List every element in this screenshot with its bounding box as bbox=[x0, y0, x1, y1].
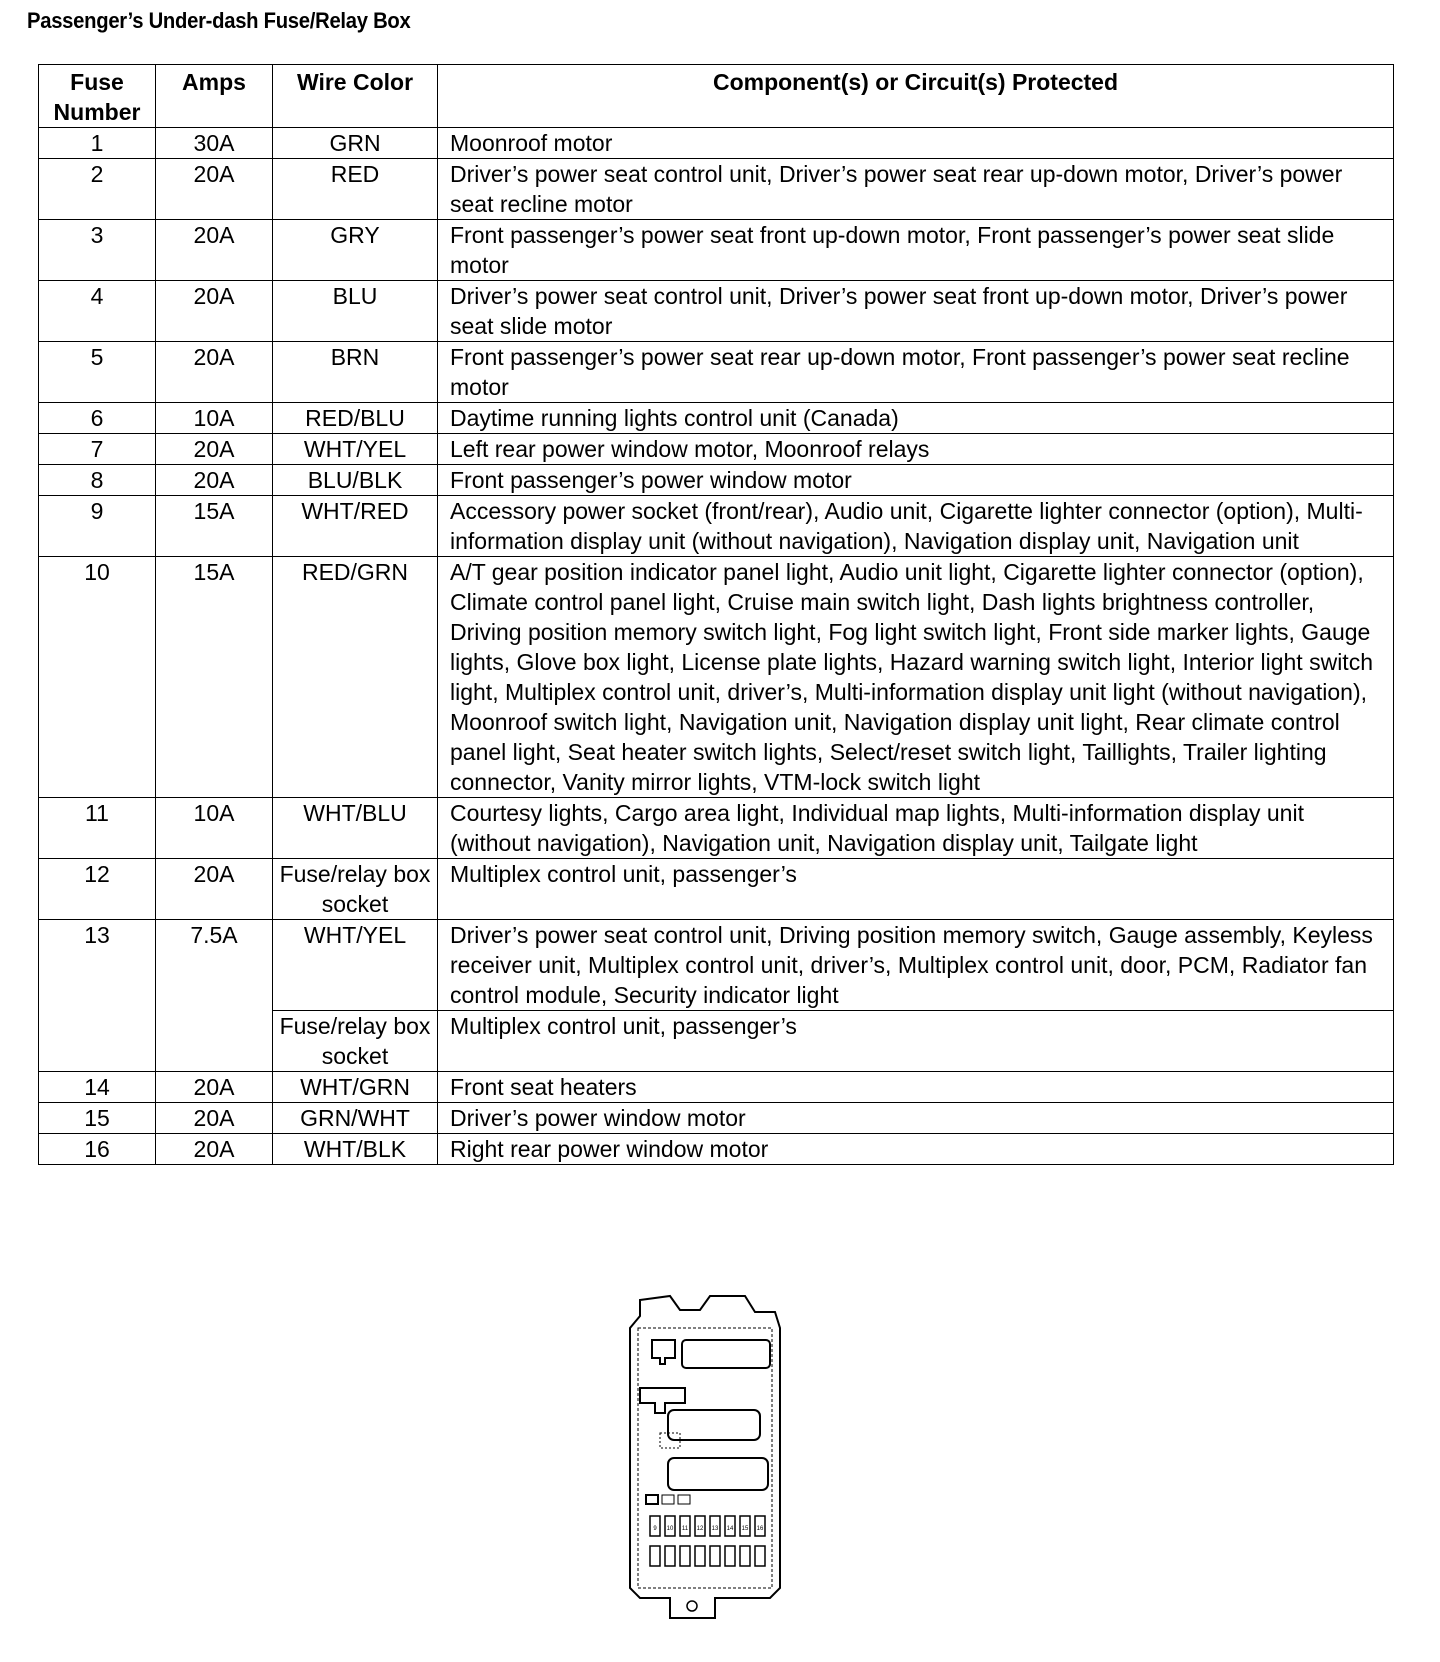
connector-2 bbox=[668, 1410, 760, 1440]
fuse-number-cell: 2 bbox=[39, 159, 156, 220]
header-components: Component(s) or Circuit(s) Protected bbox=[438, 65, 1394, 128]
fuse-number-cell: 15 bbox=[39, 1103, 156, 1134]
amps-cell: 20A bbox=[156, 159, 273, 220]
fuse-slot-label: 10 bbox=[666, 1526, 674, 1532]
table-row bbox=[39, 859, 1394, 920]
wire-color-cell: BLU bbox=[273, 281, 438, 342]
fuse-slot bbox=[650, 1546, 660, 1566]
table-row bbox=[39, 557, 1394, 798]
fuse-number-cell: 4 bbox=[39, 281, 156, 342]
amps-cell: 20A bbox=[156, 859, 273, 920]
small-fuse-2 bbox=[662, 1495, 674, 1504]
table-row bbox=[39, 281, 1394, 342]
fuse-slot-label: 14 bbox=[726, 1526, 734, 1532]
wire-color-cell: GRY bbox=[273, 220, 438, 281]
fuse-number-cell: 11 bbox=[39, 798, 156, 859]
amps-cell: 10A bbox=[156, 403, 273, 434]
table-row bbox=[39, 1072, 1394, 1103]
components-cell: Multiplex control unit, passenger’s bbox=[438, 859, 1394, 920]
table-row bbox=[39, 920, 1394, 1011]
amps-cell: 20A bbox=[156, 434, 273, 465]
components-cell: Accessory power socket (front/rear), Audio unit, Cigarette lighter connector (option), Multi-information display unit (without navigation), Navigation display unit, Navigation unit bbox=[438, 496, 1394, 557]
wire-color-cell: Fuse/relay box socket bbox=[273, 1011, 438, 1072]
amps-cell: 20A bbox=[156, 1103, 273, 1134]
components-cell: Front passenger’s power seat front up-down motor, Front passenger’s power seat slide motor bbox=[438, 220, 1394, 281]
header-amps: Amps bbox=[156, 65, 273, 128]
amps-cell: 20A bbox=[156, 465, 273, 496]
table-body bbox=[39, 128, 1394, 1165]
table-row bbox=[39, 1103, 1394, 1134]
components-cell: Driver’s power seat control unit, Driving position memory switch, Gauge assembly, Keyless receiver unit, Multiplex control unit, driver’s, Multiplex control unit, door, PCM, Radiator fan control module, Security indicator light bbox=[438, 920, 1394, 1011]
fuse-box-diagram bbox=[610, 1288, 810, 1628]
fuse-number-cell: 10 bbox=[39, 557, 156, 798]
amps-cell: 30A bbox=[156, 128, 273, 159]
table-row bbox=[39, 1134, 1394, 1165]
wire-color-cell: WHT/YEL bbox=[273, 920, 438, 1011]
components-cell: Moonroof motor bbox=[438, 128, 1394, 159]
components-cell: Driver’s power seat control unit, Driver’s power seat front up-down motor, Driver’s power seat slide motor bbox=[438, 281, 1394, 342]
table-row bbox=[39, 403, 1394, 434]
fuse-number-cell: 1 bbox=[39, 128, 156, 159]
fuse-slot-label: 13 bbox=[711, 1526, 719, 1532]
components-cell: Driver’s power seat control unit, Driver’s power seat rear up-down motor, Driver’s power seat recline motor bbox=[438, 159, 1394, 220]
components-cell: Courtesy lights, Cargo area light, Individual map lights, Multi-information display unit (without navigation), Navigation unit, Navigation display unit, Tailgate light bbox=[438, 798, 1394, 859]
fuse-slot-label: 12 bbox=[696, 1526, 704, 1532]
fuse-slot bbox=[695, 1546, 705, 1566]
table-row bbox=[39, 342, 1394, 403]
fuse-number-cell: 9 bbox=[39, 496, 156, 557]
page-title: Passenger’s Under-dash Fuse/Relay Box bbox=[27, 8, 411, 33]
fuse-grid bbox=[650, 1516, 765, 1566]
connector-1 bbox=[682, 1340, 770, 1368]
fuse-number-cell: 13 bbox=[39, 920, 156, 1072]
amps-cell: 7.5A bbox=[156, 920, 273, 1072]
fuse-number-cell: 6 bbox=[39, 403, 156, 434]
fuse-number-cell: 16 bbox=[39, 1134, 156, 1165]
mounting-hole bbox=[687, 1601, 697, 1611]
fuse-slot-label: 9 bbox=[653, 1526, 657, 1532]
wire-color-cell: RED/GRN bbox=[273, 557, 438, 798]
small-fuse-1 bbox=[646, 1495, 658, 1504]
fuse-slot bbox=[665, 1546, 675, 1566]
wire-color-cell: GRN/WHT bbox=[273, 1103, 438, 1134]
fuse-slot-label: 11 bbox=[681, 1526, 689, 1532]
fuse-slot-label: 15 bbox=[741, 1526, 749, 1532]
header-fuse-number: Fuse Number bbox=[39, 65, 156, 128]
fuse-slot bbox=[725, 1546, 735, 1566]
fuse-slot bbox=[680, 1546, 690, 1566]
components-cell: Front seat heaters bbox=[438, 1072, 1394, 1103]
fuse-number-cell: 8 bbox=[39, 465, 156, 496]
components-cell: Left rear power window motor, Moonroof relays bbox=[438, 434, 1394, 465]
wire-color-cell: Fuse/relay box socket bbox=[273, 859, 438, 920]
components-cell: Right rear power window motor bbox=[438, 1134, 1394, 1165]
wire-color-cell: WHT/BLK bbox=[273, 1134, 438, 1165]
amps-cell: 20A bbox=[156, 1072, 273, 1103]
amps-cell: 10A bbox=[156, 798, 273, 859]
wire-color-cell: WHT/BLU bbox=[273, 798, 438, 859]
fuse-slot-label: 16 bbox=[756, 1526, 764, 1532]
components-cell: A/T gear position indicator panel light, Audio unit light, Cigarette lighter connector (option), Climate control panel light, Cruise main switch light, Dash lights brightness controller, Driving position memory switch light, Fog light switch light, Front side marker lights, Gauge lights, Glove box light, License plate lights, Hazard warning switch light, Interior light switch light, Multiplex control unit, driver’s, Multi-information display unit light (without navigation), Moonroof switch light, Navigation unit, Navigation display unit light, Rear climate control panel light, Seat heater switch lights, Select/reset switch light, Taillights, Trailer lighting connector, Vanity mirror lights, VTM-lock switch light bbox=[438, 557, 1394, 798]
table-row bbox=[39, 434, 1394, 465]
amps-cell: 20A bbox=[156, 281, 273, 342]
components-cell: Driver’s power window motor bbox=[438, 1103, 1394, 1134]
wire-color-cell: RED/BLU bbox=[273, 403, 438, 434]
amps-cell: 20A bbox=[156, 1134, 273, 1165]
fuse-number-cell: 7 bbox=[39, 434, 156, 465]
components-cell: Front passenger’s power window motor bbox=[438, 465, 1394, 496]
wire-color-cell: RED bbox=[273, 159, 438, 220]
amps-cell: 15A bbox=[156, 496, 273, 557]
components-cell: Front passenger’s power seat rear up-down motor, Front passenger’s power seat recline motor bbox=[438, 342, 1394, 403]
relay-socket-1 bbox=[652, 1340, 675, 1364]
fuse-number-cell: 12 bbox=[39, 859, 156, 920]
small-fuse-3 bbox=[678, 1495, 690, 1504]
table-row bbox=[39, 465, 1394, 496]
table-header-row bbox=[39, 65, 1394, 128]
header-wire-color: Wire Color bbox=[273, 65, 438, 128]
wire-color-cell: WHT/RED bbox=[273, 496, 438, 557]
components-cell: Daytime running lights control unit (Canada) bbox=[438, 403, 1394, 434]
table-row bbox=[39, 220, 1394, 281]
fuse-slot bbox=[740, 1546, 750, 1566]
components-cell: Multiplex control unit, passenger’s bbox=[438, 1011, 1394, 1072]
fuse-number-cell: 3 bbox=[39, 220, 156, 281]
table-row bbox=[39, 496, 1394, 557]
wire-color-cell: GRN bbox=[273, 128, 438, 159]
fuse-number-cell: 14 bbox=[39, 1072, 156, 1103]
fuse-slot bbox=[755, 1546, 765, 1566]
table-row bbox=[39, 798, 1394, 859]
fuse-slot bbox=[710, 1546, 720, 1566]
fuse-number-cell: 5 bbox=[39, 342, 156, 403]
wire-color-cell: BLU/BLK bbox=[273, 465, 438, 496]
table-row bbox=[39, 128, 1394, 159]
wire-color-cell: WHT/GRN bbox=[273, 1072, 438, 1103]
amps-cell: 20A bbox=[156, 342, 273, 403]
table-row bbox=[39, 159, 1394, 220]
amps-cell: 20A bbox=[156, 220, 273, 281]
wire-color-cell: BRN bbox=[273, 342, 438, 403]
amps-cell: 15A bbox=[156, 557, 273, 798]
fuse-table bbox=[38, 64, 1394, 1165]
connector-3 bbox=[668, 1458, 768, 1490]
wire-color-cell: WHT/YEL bbox=[273, 434, 438, 465]
